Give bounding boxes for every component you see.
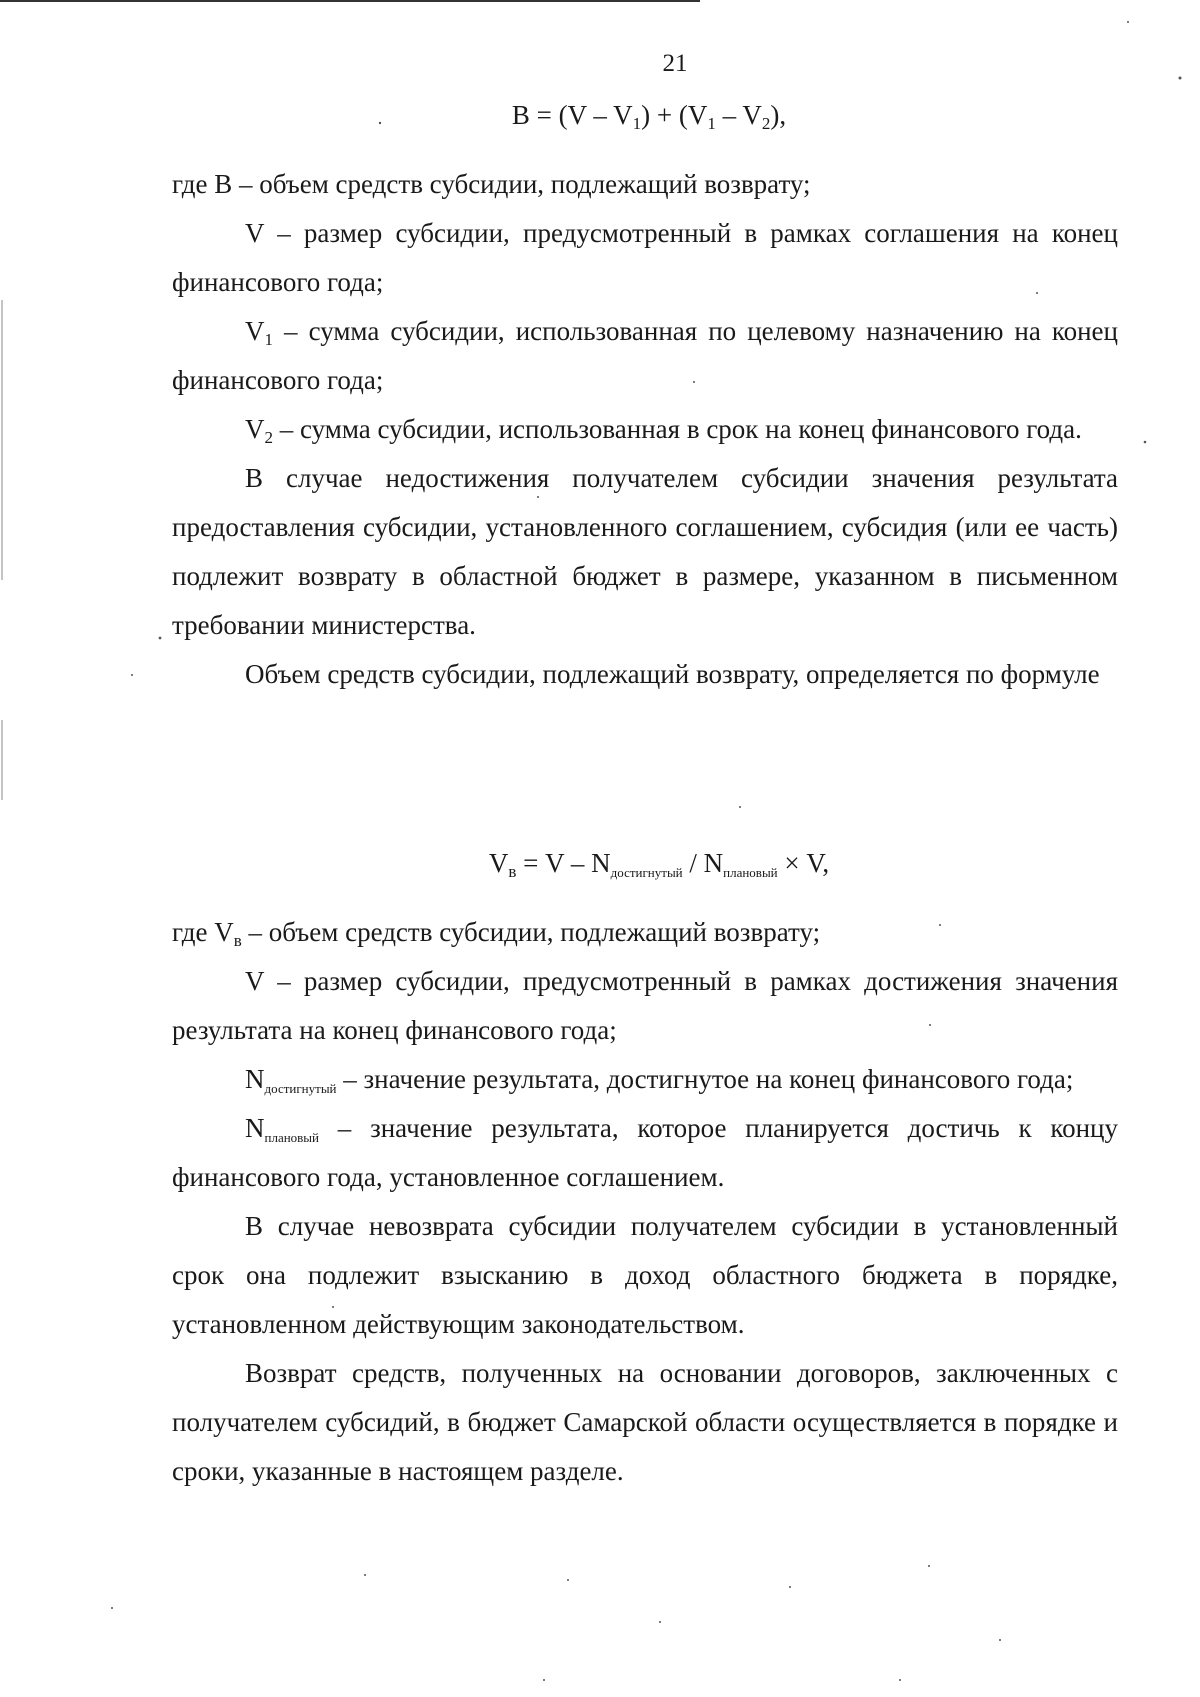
text-block-1 — [172, 160, 1118, 699]
top-rule — [0, 0, 700, 2]
paragraph-formula-intro: Объем средств субсидии, подлежащий возврату, определяется по формуле — [245, 659, 1100, 689]
definition-v2: $V_2$ – сумма субсидии, использованная в срок на конец финансового года. — [245, 414, 1082, 447]
definition-v-result: V – размер субсидии, предусмотренный в рамках достижения значения результата на конец финансового года; — [172, 966, 1118, 1045]
formula-vv: $V_в = V - N_{достигнутый} / N_{плановый} \times V$, — [488, 848, 830, 881]
paragraph-contract-return: Возврат средств, полученных на основании договоров, заключенных с получателем субсидий, в бюджет Самарской области осуществляется в порядке и сроки, указанные в настоящем разделе. — [172, 1358, 1118, 1486]
definition-b: где B – объем средств субсидии, подлежащий возврату; — [172, 169, 811, 199]
definition-n-planned: $N_{плановый}$ – значение результата, которое планируется достичь к концу финансового года, установленное соглашением. — [172, 1113, 1118, 1192]
definition-v1: $V_1$ – сумма субсидии, использованная по целевому назначению на конец финансового года; — [172, 316, 1118, 395]
definition-v: V – размер субсидии, предусмотренный в рамках соглашения на конец финансового года; — [172, 218, 1118, 297]
text-block-2 — [172, 908, 1118, 1496]
definition-vv: где $V_в$ – объем средств субсидии, подлежащий возврату; — [172, 917, 821, 950]
definition-n-achieved: $N_{достигнутый}$ – значение результата, достигнутое на конец финансового года; — [245, 1064, 1074, 1096]
paragraph-non-return: В случае невозврата субсидии получателем субсидии в установленный срок она подлежит взысканию в доход областного бюджета в порядке, установленном действующим законодательством. — [172, 1211, 1118, 1339]
formula-return-volume: $B = (V - V_1) + (V_1 - V_2)$, — [511, 100, 787, 133]
page-number: 21 — [662, 50, 688, 77]
paragraph-non-achievement: В случае недостижения получателем субсидии значения результата предоставления субсидии, установленного соглашением, субсидия (или ее часть) подлежит возврату в областной бюджет в размере, указанном в письменном требовании министерства. — [172, 463, 1118, 640]
